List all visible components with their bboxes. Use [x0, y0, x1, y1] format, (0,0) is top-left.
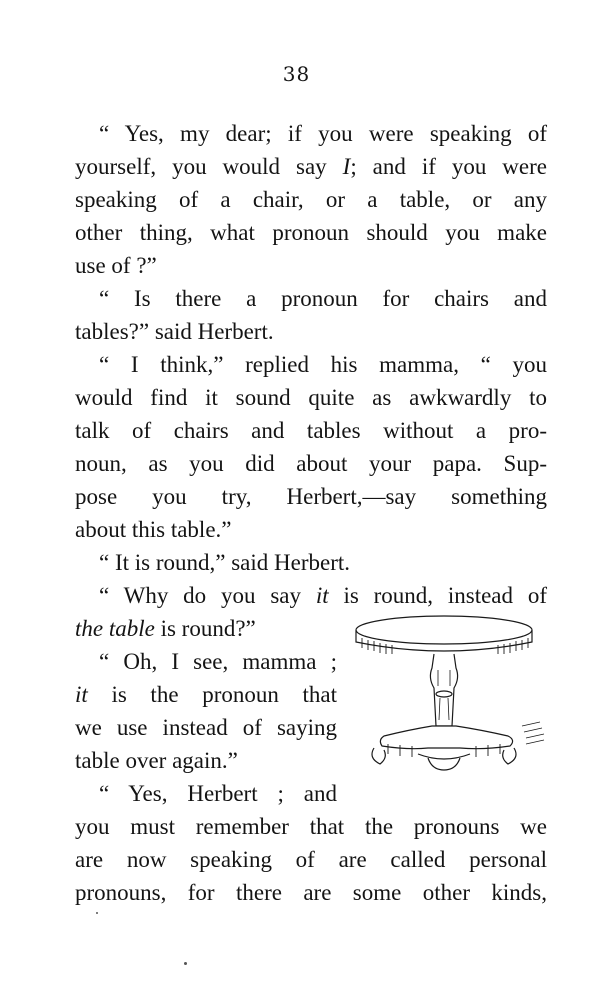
text-line: [75, 216, 547, 249]
text-line: [75, 348, 547, 381]
text-run: pronouns, for there are some other kinds,: [75, 880, 547, 905]
italic-run: it: [75, 682, 88, 707]
text-run: talk of chairs and tables without a pro-: [75, 418, 547, 443]
text-run: we use instead of saying: [75, 715, 337, 740]
text-line: [75, 645, 337, 678]
body-text-wrapped: [75, 645, 337, 810]
page-number: 38: [282, 62, 311, 86]
round-pedestal-table-icon: [348, 608, 548, 783]
text-line: [75, 381, 547, 414]
text-run: is round?”: [154, 616, 256, 641]
text-line: [75, 480, 547, 513]
text-line: [75, 678, 337, 711]
text-run: ; and if you were: [350, 154, 547, 179]
text-line: [75, 876, 547, 909]
text-run: “ Yes, Herbert ; and: [99, 781, 337, 806]
text-run: “ Oh, I see, mamma ;: [99, 649, 337, 674]
text-line: [75, 810, 547, 843]
paper-speck: [184, 962, 187, 965]
text-line: [75, 546, 547, 579]
text-run: speaking of a chair, or a table, or any: [75, 187, 547, 212]
body-text-bottom: [75, 810, 547, 909]
text-line: [75, 249, 547, 282]
text-line: [75, 513, 547, 546]
text-line: [75, 117, 547, 150]
text-run: you must remember that the pronouns we: [75, 814, 547, 839]
text-run: “ Why do you say: [99, 583, 316, 608]
body-text-top: [75, 117, 547, 645]
text-run: tables?” said Herbert.: [75, 319, 274, 344]
italic-run: it: [315, 583, 329, 608]
text-line: [75, 150, 547, 183]
text-run: are now speaking of are called personal: [75, 847, 547, 872]
text-run: yourself, you would say: [75, 154, 343, 179]
text-line: [75, 315, 547, 348]
text-run: noun, as you did about your papa. Sup-: [75, 451, 547, 476]
text-line: [75, 777, 337, 810]
text-line: [75, 183, 547, 216]
text-line: [75, 447, 547, 480]
text-run: use of ?”: [75, 253, 157, 278]
text-line: [75, 282, 547, 315]
text-run: “ It is round,” said Herbert.: [99, 550, 351, 575]
text-run: pose you try, Herbert,—say something: [75, 484, 547, 509]
italic-run: I: [342, 154, 351, 179]
text-run: is the pronoun that: [87, 682, 337, 707]
text-run: would find it sound quite as awkwardly to: [75, 385, 547, 410]
text-run: about this table.”: [75, 517, 232, 542]
text-run: “ Yes, my dear; if you were speaking of: [99, 121, 547, 146]
text-run: “ Is there a pronoun for chairs and: [99, 286, 547, 311]
text-line: [75, 843, 547, 876]
text-run: other thing, what pronoun should you make: [75, 220, 547, 245]
text-line: [75, 711, 337, 744]
text-run: table over again.”: [75, 748, 238, 773]
text-run: “ I think,” replied his mamma, “ you: [99, 352, 547, 377]
text-line: [75, 414, 547, 447]
italic-run: the table: [75, 616, 155, 641]
paper-speck: [96, 912, 98, 914]
text-run: is round, instead of: [328, 583, 547, 608]
text-line: [75, 744, 337, 777]
